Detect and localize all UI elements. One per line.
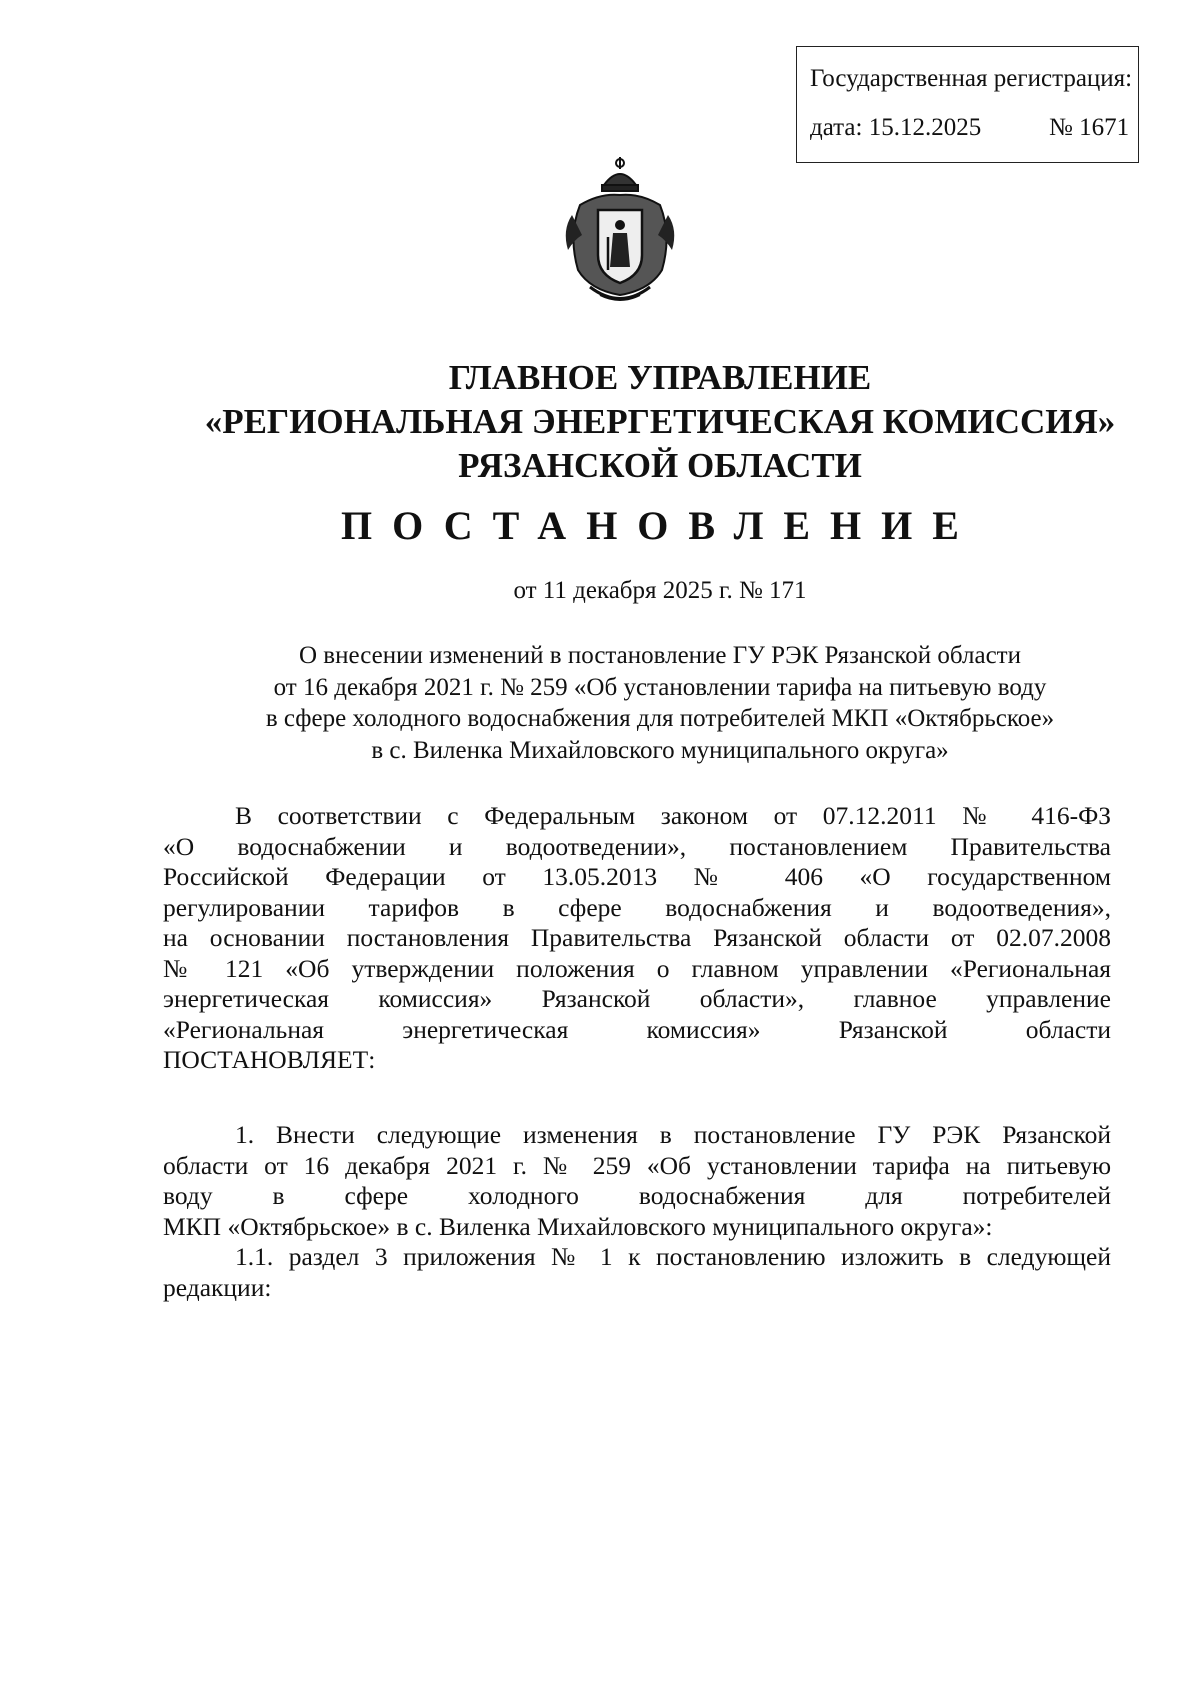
registration-stamp: [796, 46, 1139, 163]
preamble-line: ПОСТАНОВЛЯЕТ:: [163, 1045, 376, 1074]
organization-line-3: РЯЗАНСКОЙ ОБЛАСТИ: [458, 446, 862, 485]
document-type: ПОСТАНОВЛЕНИЕ: [341, 503, 979, 548]
clause-line: 1.1. раздел 3 приложения № 1 к постановлению изложить в следующей: [235, 1242, 1111, 1271]
preamble-line: Российской Федерации от 13.05.2013 № 406 «О государственном: [163, 862, 1111, 891]
preamble: [163, 801, 1111, 1076]
document-subject: [0, 640, 1200, 766]
subject-line: в с. Виленка Михайловского муниципального округа»: [371, 736, 949, 764]
subject-line: от 16 декабря 2021 г. № 259 «Об установлении тарифа на питьевую воду: [273, 673, 1047, 701]
clause-line: воду в сфере холодного водоснабжения для потребителей: [163, 1181, 1111, 1210]
preamble-line: № 121 «Об утверждении положения о главном управлении «Региональная: [163, 953, 1111, 983]
preamble-line: «Региональная энергетическая комиссия» Рязанской области: [163, 1014, 1111, 1044]
preamble-line: на основании постановления Правительства Рязанской области от 02.07.2008: [163, 923, 1111, 952]
clause-line: МКП «Октябрьское» в с. Виленка Михайловского муниципального округа»:: [163, 1211, 993, 1241]
clause-line: области от 16 декабря 2021 г. № 259 «Об установлении тарифа на питьевую: [163, 1150, 1111, 1180]
clause-line: 1. Внести следующие изменения в постановление ГУ РЭК Рязанской: [235, 1120, 1111, 1149]
clause-line: редакции:: [163, 1272, 272, 1302]
coat-of-arms-icon: [560, 155, 680, 310]
preamble-line: В соответствии с Федеральным законом от 07.12.2011 № 416-ФЗ: [235, 801, 1111, 830]
preamble-line: «О водоснабжении и водоотведении», постановлением Правительства: [163, 831, 1111, 861]
registration-date: дата: 15.12.2025: [810, 114, 982, 141]
organization-line-2: «РЕГИОНАЛЬНАЯ ЭНЕРГЕТИЧЕСКАЯ КОМИССИЯ»: [204, 402, 1116, 441]
clause-1: [163, 1120, 1111, 1303]
subject-line: в сфере холодного водоснабжения для потребителей МКП «Октябрьское»: [265, 705, 1055, 732]
registration-title: Государственная регистрация:: [810, 65, 1133, 92]
document-date: от 11 декабря 2025 г. № 171: [513, 577, 807, 604]
preamble-line: регулировании тарифов в сфере водоснабжения и водоотведения»,: [163, 892, 1111, 922]
preamble-line: энергетическая комиссия» Рязанской области», главное управление: [163, 984, 1111, 1013]
organization-line-1: ГЛАВНОЕ УПРАВЛЕНИЕ: [448, 358, 872, 397]
subject-line: О внесении изменений в постановление ГУ РЭК Рязанской области: [299, 642, 1021, 669]
registration-number: № 1671: [1049, 114, 1130, 141]
